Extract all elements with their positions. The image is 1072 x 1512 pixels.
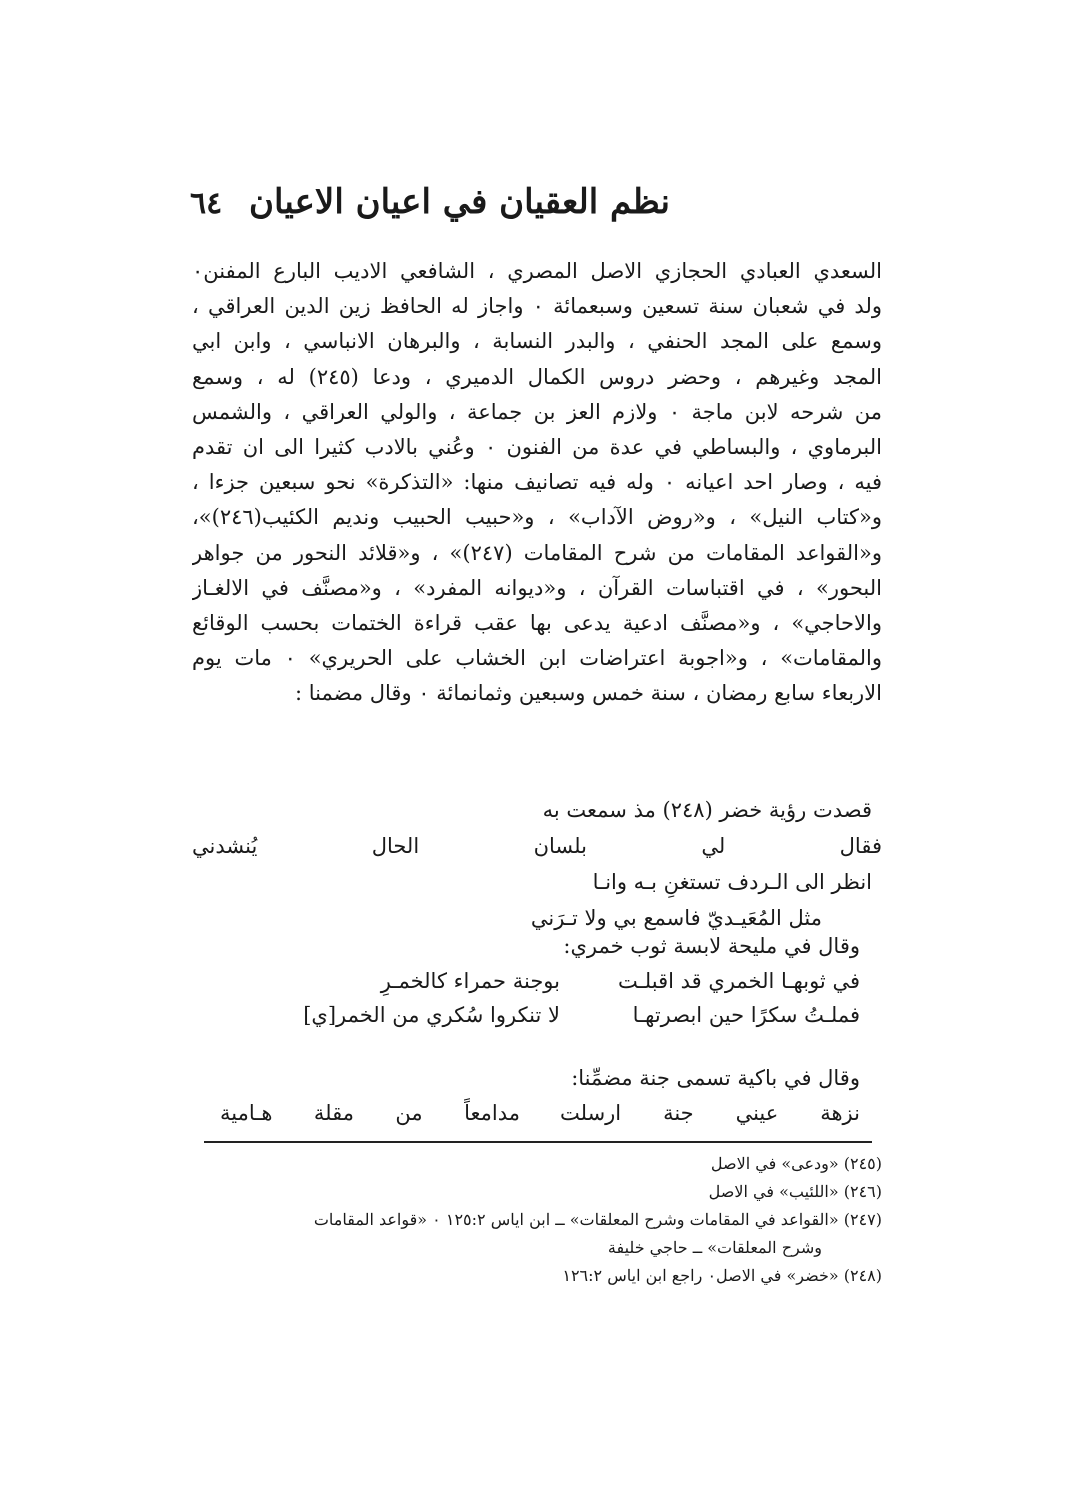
poem-block — [220, 1060, 860, 1130]
verse-row — [220, 998, 860, 1032]
footnote: (٢٤٧) «القواعد في المقامات وشرح المعلقات» ــ ابن اياس ١٢٥:٢ ٠ «قواعد المقامات — [313, 1210, 882, 1229]
body-paragraph — [192, 254, 882, 711]
page-number: ٦٤ — [190, 186, 223, 221]
poem-block — [220, 928, 860, 1032]
verse-first-half: فملـتُ سكرًا حين ابصرتهـا — [632, 1003, 860, 1027]
text-line: البرماوي ، والبساطي في عدة من الفنون ٠ وعُني بالادب كثيرا الى ان تقدم — [192, 434, 882, 459]
text-line: و«كتاب النيل» ، و«روض الآداب» ، و«حبيب الحبيب ونديم الكئيب(٢٤٦)»، — [192, 505, 882, 530]
verse-line: قصدت رؤية خضر (٢٤٨) مذ سمعت به — [542, 798, 872, 822]
page-header — [190, 182, 880, 242]
footnote: (٢٤٨) «خضر» في الاصل٠ راجع ابن اياس ١٢٦:٢ — [562, 1266, 882, 1285]
text-line: و«القواعد المقامات من شرح المقامات (٢٤٧)» ، و«قلائد النحور من جواهر — [192, 540, 882, 565]
verse-first-half: في ثوبهـا الخمري قد اقبلـت — [618, 969, 860, 993]
verse-first-half: نزهة عيني جنة ارسلت — [560, 1101, 860, 1125]
text-line: من شرحه لابن ماجة ٠ ولازم العز بن جماعة ، والولي العراقي ، والشمس — [192, 399, 882, 424]
footnotes — [192, 1150, 882, 1290]
footnote-continuation: وشرح المعلقات» ــ حاجي خليفة — [607, 1238, 822, 1257]
text-line: والمقامات» ، و«اجوبة اعتراضات ابن الخشاب على الحريري» ٠ مات يوم — [192, 646, 882, 671]
text-line: البحور» ، في اقتباسات القرآن ، و«ديوانه المفرد» ، و«مصنَّف في الالغـاز — [192, 575, 882, 600]
poem-intro: وقال في باكية تسمى جنة مضمِّنا: — [571, 1066, 860, 1090]
footnote: (٢٤٥) «ودعى» في الاصل — [710, 1154, 882, 1173]
footnote-divider — [204, 1141, 872, 1143]
text-line: السعدي العبادي الحجازي الاصل المصري ، الشافعي الاديب البارع المفنن٠ — [192, 259, 882, 283]
poem-block — [192, 792, 882, 936]
text-line: الاربعاء سابع رمضان ، سنة خمس وسبعين وثمانمائة ٠ وقال مضمنا : — [294, 681, 882, 706]
verse-line: انظر الى الـردف تستغنِ بـه وانـا — [592, 870, 872, 894]
text-line: ولد في شعبان سنة تسعين وسبعمائة ٠ واجاز له الحافظ زين الدين العراقي ، — [192, 294, 882, 319]
poem-intro: وقال في مليحة لابسة ثوب خمري: — [563, 934, 860, 958]
text-line: المجد وغيرهم ، وحضر دروس الكمال الدميري ، ودعا (٢٤٥) له ، وسمع — [192, 364, 882, 389]
verse-row — [220, 964, 860, 998]
verse-second-half: لا تنكروا سُكري من الخمر[ي] — [303, 1003, 560, 1027]
verse-second-half: مدامعاً من مقلة هـامية — [220, 1101, 520, 1125]
footnote: (٢٤٦) «اللئيب» في الاصل — [708, 1182, 882, 1201]
verse-line: مثل المُعَيـديّ فاسمع بي ولا تـرَني — [530, 906, 822, 930]
text-line: والاحاجي» ، و«مصنَّف ادعية يدعى بها عقب قراءة الختمات بحسب الوقائع — [192, 610, 882, 635]
verse-line: فقال لي بلسان الحال يُنشدني — [192, 834, 882, 858]
verse-row — [220, 1096, 860, 1130]
running-title: نظم العقيان في اعيان الاعيان — [249, 182, 670, 222]
verse-second-half: بوجنة حمراء كالخمـرِ — [380, 969, 560, 993]
text-line: فيه ، وصار احد اعيانه ٠ وله فيه تصانيف منها: «التذكرة» نحو سبعين جزءا ، — [192, 470, 882, 495]
text-line: وسمع على المجد الحنفي ، والبدر النسابة ، والبرهان الانباسي ، وابن ابي — [192, 329, 882, 354]
